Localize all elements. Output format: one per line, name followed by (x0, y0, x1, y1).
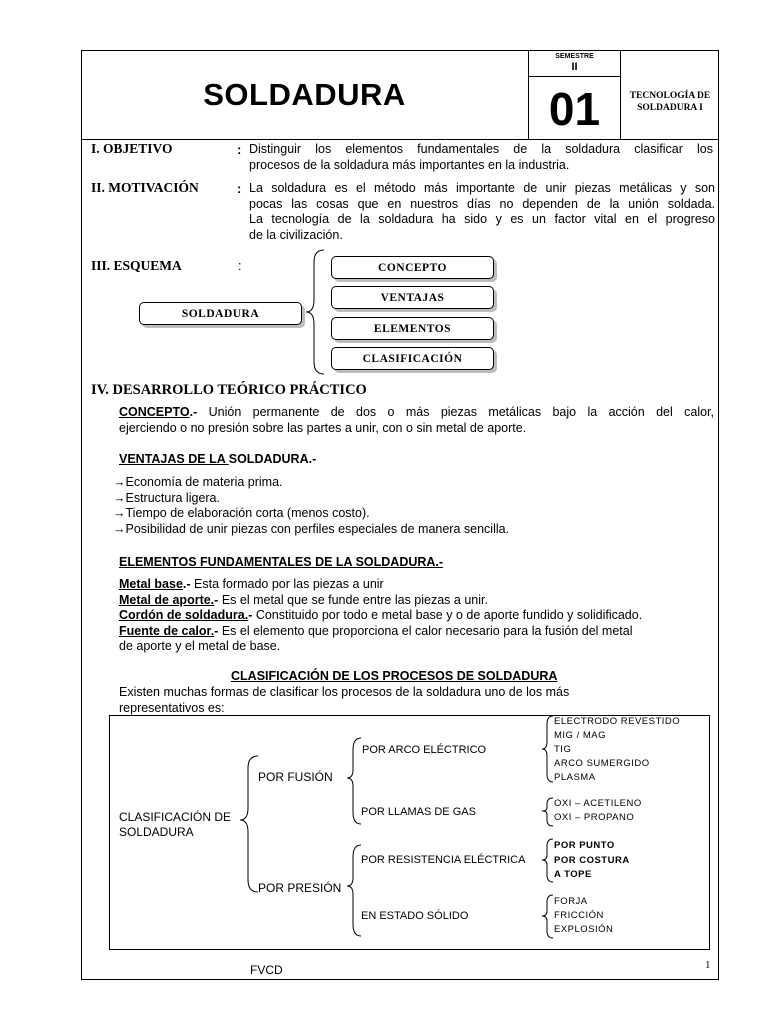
concepto-line2: ejerciendo o no presión sobre las partes a unir, con o sin metal de aporte. (119, 420, 527, 435)
chart-llamas-items (554, 797, 642, 825)
semester-label: SEMESTRE (555, 53, 594, 60)
list-item: POR PUNTO (554, 840, 615, 851)
list-item: →Posibilidad de unir piezas con perfiles especiales de manera sencilla. (113, 521, 510, 536)
list-item: →Tiempo de elaboración corta (menos costo). (113, 506, 370, 520)
page-number: 1 (705, 959, 711, 971)
list-item: TIG (554, 744, 572, 755)
list-item: Cordón de soldadura.- Constituido por todo e metal base y o de aporte fundido y solidificado. (119, 608, 643, 622)
objetivo-heading: I. OBJETIVO (91, 141, 173, 156)
concepto-desc: Unión permanente de dos o más piezas metálicas bajo la acción del calor, (197, 405, 714, 419)
list-item-continuation: de aporte y el metal de base. (119, 639, 281, 653)
desarrollo-heading: IV. DESARROLLO TEÓRICO PRÁCTICO (91, 382, 367, 398)
chart-por-presion: POR PRESIÓN (258, 881, 342, 895)
esquema-heading: III. ESQUEMA (91, 258, 182, 273)
chart-por-llamas: POR LLAMAS DE GAS (361, 806, 476, 818)
chart-root (119, 810, 231, 840)
chart-por-fusion: POR FUSIÓN (258, 770, 333, 784)
list-item: ARCO SUMERGIDO (554, 758, 650, 769)
list-item: Metal de aporte.- Es el metal que se funde entre las piezas a unir. (119, 592, 488, 607)
list-item: →Estructura ligera. (113, 490, 220, 505)
footer-author: FVCD (250, 963, 283, 977)
list-item: Metal base.- Esta formado por las piezas a unir (119, 577, 384, 591)
motivacion-line: La soldadura es el método más importante de unir piezas metálicas y son (249, 181, 715, 195)
chart-por-arco: POR ARCO ELÉCTRICO (362, 744, 487, 756)
esquema-item-ventajas: VENTAJAS (331, 286, 494, 309)
clasificacion-heading: CLASIFICACIÓN DE LOS PROCESOS DE SOLDADURA (231, 669, 558, 683)
concepto-sep: .- (189, 405, 198, 419)
concepto-term: CONCEPTO (119, 405, 190, 419)
esquema-colon: : (238, 259, 242, 273)
chart-root-line2: SOLDADURA (119, 825, 194, 839)
list-item: POR COSTURA (554, 854, 630, 866)
list-item: A TOPE (554, 869, 592, 880)
list-item: MIG / MAG (554, 730, 606, 741)
list-item: EXPLOSIÓN (554, 924, 614, 935)
chart-estado-solido: EN ESTADO SÓLIDO (361, 910, 469, 922)
objetivo-colon: : (237, 142, 242, 157)
unit-number: 01 (529, 77, 621, 140)
esquema-item-clasificacion: CLASIFICACIÓN (331, 347, 494, 370)
chart-por-resistencia: POR RESISTENCIA ELÉCTRICA (361, 854, 526, 866)
objetivo-line: procesos de la soldadura más importantes en la industria. (249, 157, 570, 172)
list-item: FRICCIÓN (554, 910, 604, 921)
arrow-icon: → (113, 490, 126, 505)
objetivo-line: Distinguir los elementos fundamentales de la soldadura clasificar los (249, 142, 713, 156)
ventajas-heading-underlined: VENTAJAS DE LA (119, 452, 229, 466)
course-name-line1: TECNOLOGÍA DE (629, 91, 711, 101)
arrow-icon: → (113, 521, 126, 536)
clasificacion-intro-line: Existen muchas formas de clasificar los procesos de la soldadura uno de los más (119, 685, 570, 699)
motivacion-line: pocas las cosas que en nuestros días no dependen de la unión soldada. (249, 196, 715, 211)
semester-value: II (571, 61, 578, 73)
motivacion-colon: : (237, 181, 242, 196)
motivacion-heading: II. MOTIVACIÓN (91, 180, 199, 195)
clasificacion-intro-line: representativos es: (119, 700, 225, 715)
elementos-heading: ELEMENTOS FUNDAMENTALES DE LA SOLDADURA.- (119, 555, 444, 569)
chart-resistencia-items (554, 839, 630, 883)
list-item: →Economía de materia prima. (113, 475, 283, 489)
chart-solido-items (554, 895, 613, 937)
motivacion-line: de la civilización. (249, 227, 343, 242)
course-name-line2: SOLDADURA I (637, 103, 703, 113)
document-title: SOLDADURA (81, 50, 529, 140)
esquema-item-concepto: CONCEPTO (331, 256, 494, 279)
list-item: FORJA (554, 896, 588, 907)
list-item: OXI – PROPANO (554, 812, 635, 823)
esquema-root-box: SOLDADURA (139, 302, 302, 325)
chart-root-line1: CLASIFICACIÓN DE (119, 810, 232, 824)
arrow-icon: → (113, 475, 126, 489)
motivacion-line: La tecnología de la soldadura ha sido y es un factor vital en el progreso (249, 212, 715, 226)
esquema-item-elementos: ELEMENTOS (331, 317, 494, 340)
arrow-icon: → (113, 506, 126, 520)
ventajas-heading-rest: SOLDADURA.- (228, 452, 317, 466)
list-item: PLASMA (554, 772, 596, 783)
chart-arco-items (554, 715, 680, 785)
list-item: Fuente de calor.- Es el elemento que proporciona el calor necesario para la fusión del metal (119, 623, 633, 638)
list-item: OXI – ACETILENO (554, 798, 642, 809)
list-item: ELECTRODO REVESTIDO (554, 716, 681, 727)
